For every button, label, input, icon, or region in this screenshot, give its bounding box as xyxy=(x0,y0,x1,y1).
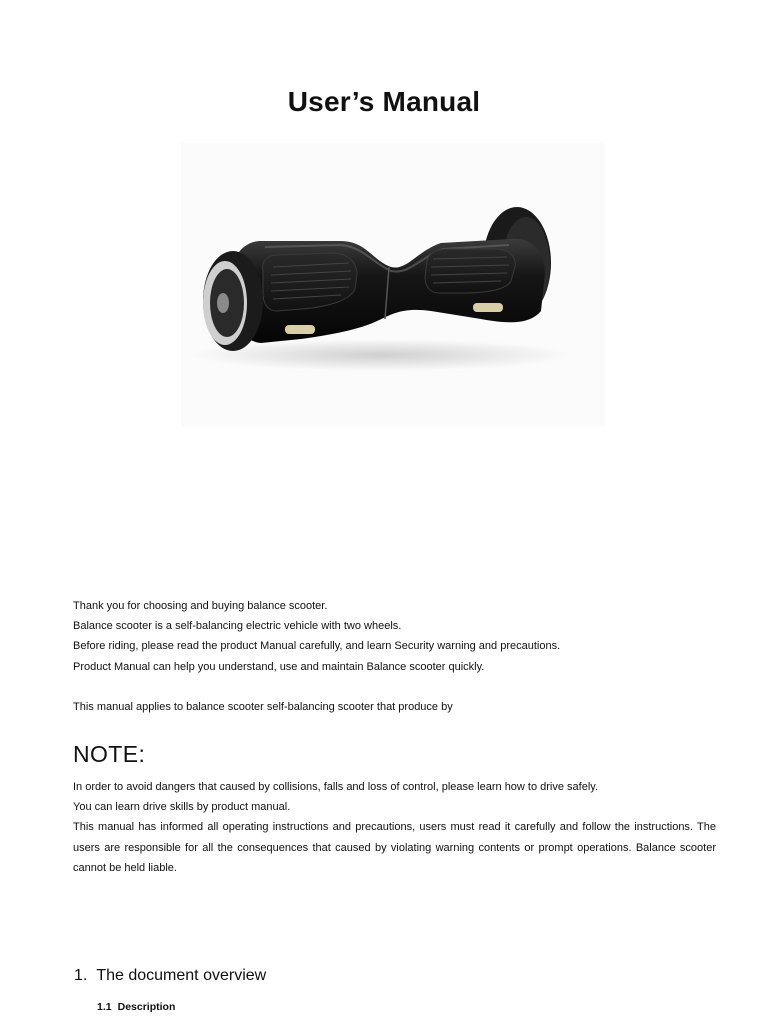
subsection-number: 1.1 xyxy=(97,1001,112,1013)
section-title: The document overview xyxy=(96,967,267,984)
intro-text xyxy=(73,596,716,677)
note-line: In order to avoid dangers that caused by collisions, falls and loss of control, please learn how to drive safely. xyxy=(73,781,599,793)
note-line: You can learn drive skills by product manual. xyxy=(73,801,291,814)
intro-line: Before riding, please read the product Manual carefully, and learn Security warning and precautions. xyxy=(73,640,561,653)
note-paragraph: This manual has informed all operating instructions and precautions, users must read it carefully and follow the instructions. The users are responsible for all the consequences that caused by violating warning contents or prompt operations. Balance scooter cannot be held liable. xyxy=(73,821,716,874)
section-number: 1. xyxy=(74,967,88,984)
intro-line: Balance scooter is a self-balancing electric vehicle with two wheels. xyxy=(73,620,402,633)
intro-line: Thank you for choosing and buying balance scooter. xyxy=(73,600,328,612)
hoverboard-illustration xyxy=(181,143,605,427)
right-foot-pad xyxy=(425,249,515,293)
left-led xyxy=(285,325,315,334)
section-heading xyxy=(74,967,266,985)
note-body xyxy=(73,777,716,878)
product-photo xyxy=(181,143,605,427)
document-title: User’s Manual xyxy=(287,86,481,117)
right-led xyxy=(473,303,503,312)
subsection-title: Description xyxy=(117,1001,176,1013)
intro-line: Product Manual can help you understand, use and maintain Balance scooter quickly. xyxy=(73,660,485,673)
applies-text: This manual applies to balance scooter self-balancing scooter that produce by xyxy=(73,701,453,713)
note-heading: NOTE: xyxy=(73,741,146,767)
subsection-heading xyxy=(97,1001,175,1013)
